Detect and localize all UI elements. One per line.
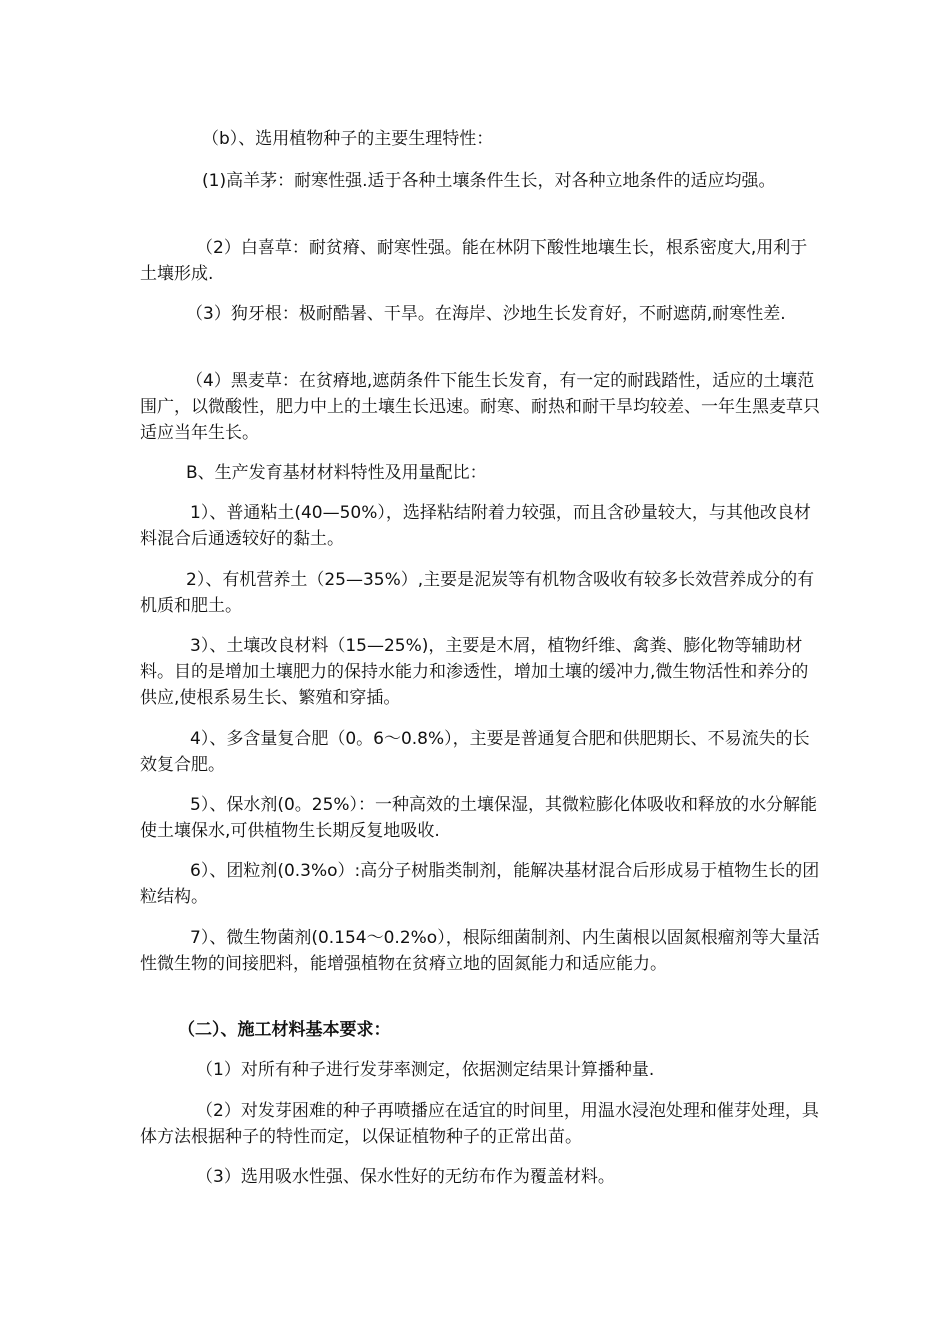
paragraph-bermuda-grass: （3）狗牙根：极耐酷暑、干旱。在海岸、沙地生长发育好，不耐遮荫,耐寒性差.: [186, 304, 786, 324]
paragraph-germination-test: （1）对所有种子进行发芽率测定，依据测定结果计算播种量.: [196, 1060, 655, 1080]
section-heading-material-requirements: （二）、施工材料基本要求：: [178, 1020, 391, 1040]
paragraph-microbial-agent: 7）、微生物菌剂(0.154～0.2%o），根际细菌制剂、内生菌根以固氮根瘤剂等大量活性微生物的间接肥料，能增强植物在贫瘠立地的固氮能力和适应能力。: [140, 928, 820, 974]
paragraph-white-grass: （2）白喜草：耐贫瘠、耐寒性强。能在林阴下酸性地壤生长，根系密度大,用利于土壤形成.: [140, 238, 808, 284]
paragraph-covering-material: （3）选用吸水性强、保水性好的无纺布作为覆盖材料。: [196, 1167, 615, 1187]
paragraph-ryegrass: （4）黑麦草：在贫瘠地,遮荫条件下能生长发育，有一定的耐践踏性，适应的土壤范围广，以微酸性，肥力中上的土壤生长迅速。耐寒、耐热和耐干旱均较差、一年生黑麦草只适应当年生长。: [140, 371, 820, 443]
paragraph-soil-amendment: 3）、土壤改良材料（15—25%)，主要是木屑，植物纤维、禽粪、膨化物等辅助材料。目的是增加土壤肥力的保持水能力和渗透性，增加土壤的缓冲力,微生物活性和养分的供应,使根系易生长、繁殖和穿插。: [140, 636, 809, 708]
paragraph-b-substrate-heading: B、生产发育基材材料特性及用量配比：: [186, 463, 487, 483]
paragraph-compound-fertilizer: 4）、多含量复合肥（0。6～0.8%），主要是普通复合肥和供肥期长、不易流失的长效复合肥。: [140, 729, 810, 775]
paragraph-tall-fescue: (1)高羊茅：耐寒性强.适于各种土壤条件生长，对各种立地条件的适应均强。: [202, 171, 776, 191]
paragraph-germination-treatment: （2）对发芽困难的种子再喷播应在适宜的时间里，用温水浸泡处理和催芽处理，具体方法根据种子的特性而定，以保证植物种子的正常出苗。: [140, 1101, 819, 1147]
paragraph-water-retainer: 5）、保水剂(0。25%）：一种高效的土壤保湿，其微粒膨化体吸收和释放的水分解能使土壤保水,可供植物生长期反复地吸收.: [140, 795, 818, 841]
paragraph-organic-soil: 2）、有机营养土（25—35%）,主要是泥炭等有机物含吸收有较多长效营养成分的有机质和肥土。: [140, 570, 815, 616]
paragraph-granulating-agent: 6）、团粒剂(0.3%o）:高分子树脂类制剂，能解决基材混合后形成易于植物生长的团粒结构。: [140, 861, 820, 907]
paragraph-b-heading: （b）、选用植物种子的主要生理特性：: [202, 129, 494, 149]
paragraph-clay: 1）、普通粘土(40—50%），选择粘结附着力较强，而且含砂量较大，与其他改良材料混合后通透较好的黏土。: [140, 503, 811, 549]
